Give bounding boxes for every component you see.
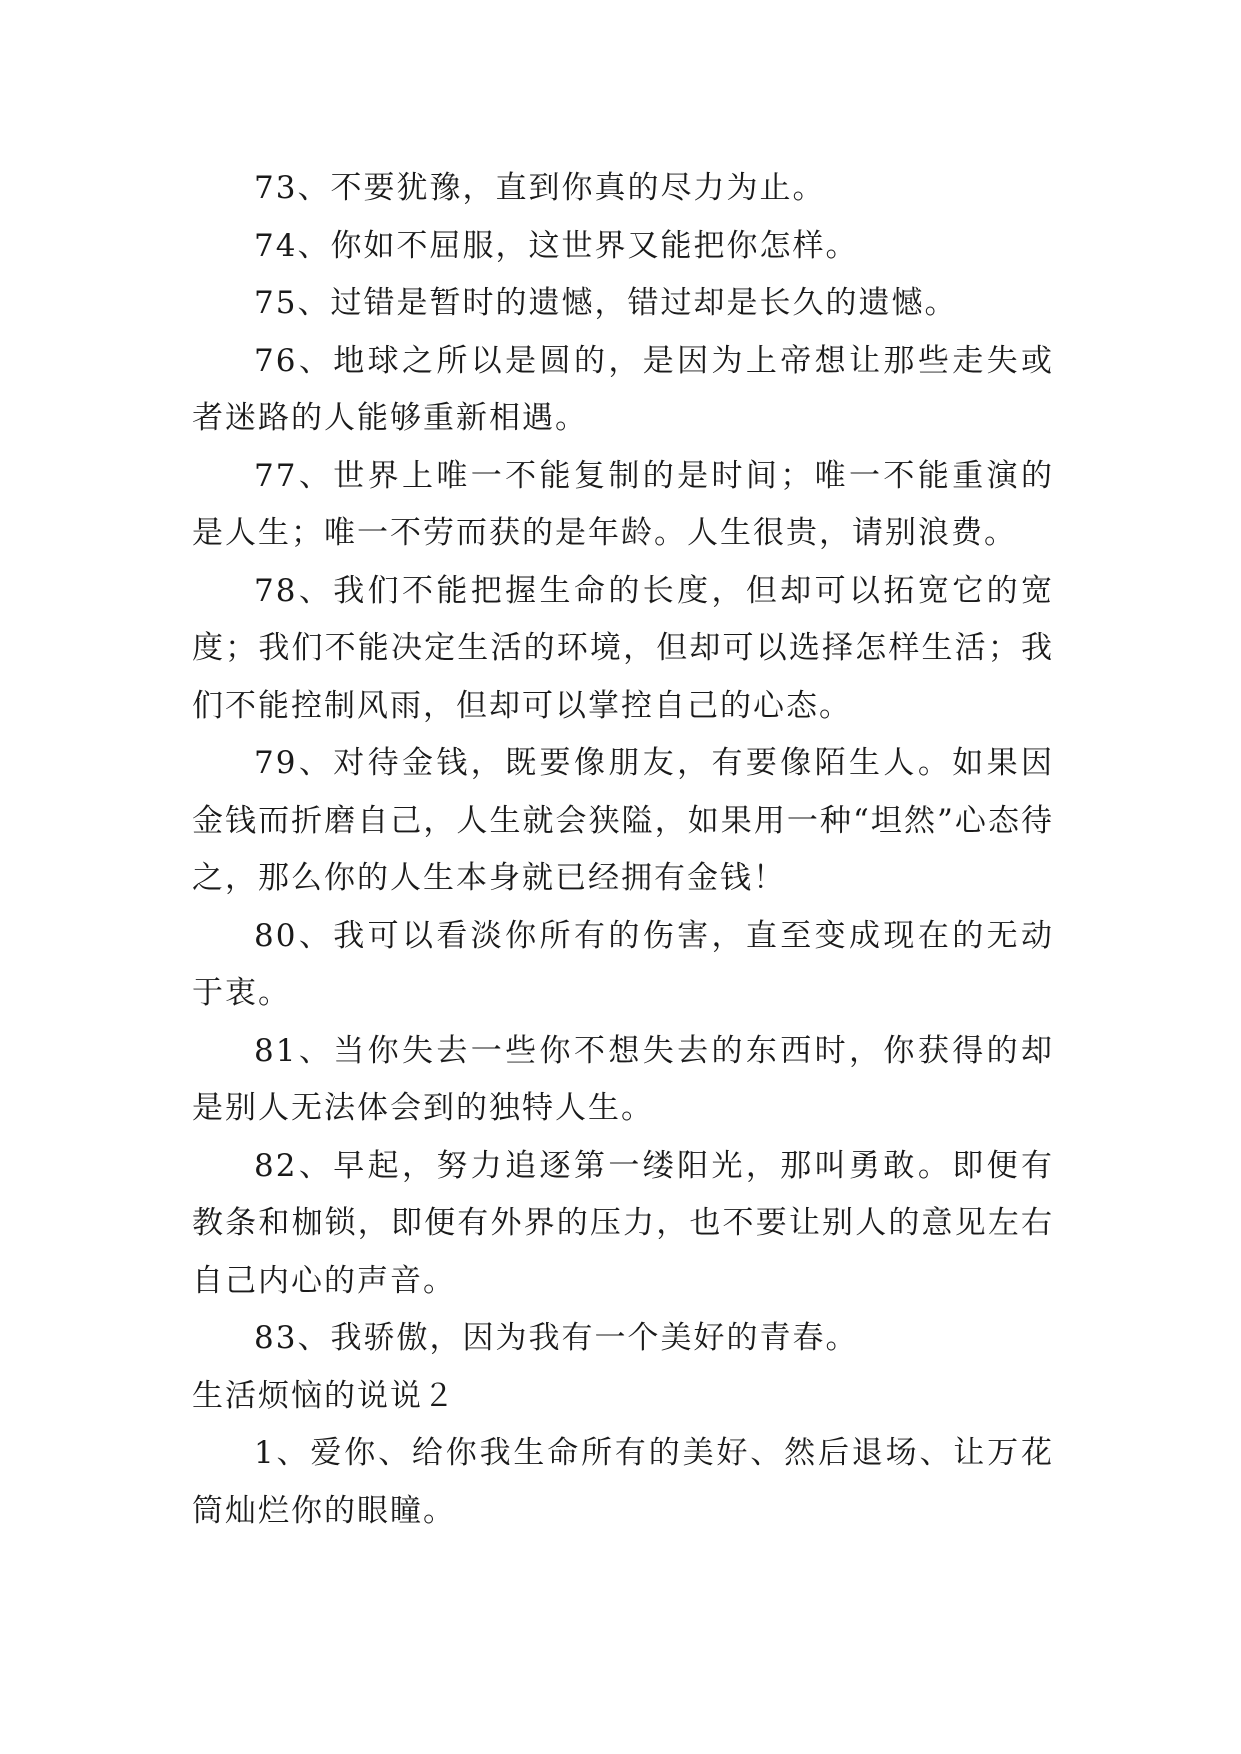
section-paragraph-1: 1、爱你、给你我生命所有的美好、然后退场、让万花筒灿烂你的眼瞳。 — [192, 1435, 1054, 1529]
paragraph-73: 73、不要犹豫，直到你真的尽力为止。 — [254, 170, 826, 206]
paragraph-82: 82、早起，努力追逐第一缕阳光，那叫勇敢。即便有教条和枷锁，即便有外界的压力，也不要让别人的意见左右自己内心的声音。 — [192, 1147, 1054, 1299]
paragraph-83: 83、我骄傲，因为我有一个美好的青春。 — [254, 1320, 859, 1356]
paragraph-76: 76、地球之所以是圆的，是因为上帝想让那些走失或者迷路的人能够重新相遇。 — [192, 342, 1054, 436]
paragraph-74: 74、你如不屈服，这世界又能把你怎样。 — [254, 227, 859, 264]
paragraph-80: 80、我可以看淡你所有的伤害，直至变成现在的无动于衷。 — [192, 917, 1054, 1011]
paragraph-79: 79、对待金钱，既要像朋友，有要像陌生人。如果因金钱而折磨自己，人生就会狭隘，如果用一种“坦然”心态待之，那么你的人生本身就已经拥有金钱！ — [192, 745, 1054, 896]
paragraph-78: 78、我们不能把握生命的长度，但却可以拓宽它的宽度；我们不能决定生活的环境，但却可以选择怎样生活；我们不能控制风雨，但却可以掌控自己的心态。 — [192, 572, 1054, 724]
paragraph-81: 81、当你失去一些你不想失去的东西时，你获得的却是别人无法体会到的独特人生。 — [192, 1032, 1054, 1126]
paragraph-77: 77、世界上唯一不能复制的是时间；唯一不能重演的是人生；唯一不劳而获的是年龄。人生很贵，请别浪费。 — [192, 457, 1054, 551]
paragraph-75: 75、过错是暂时的遗憾，错过却是长久的遗憾。 — [254, 285, 958, 321]
section-heading: 生活烦恼的说说２ — [192, 1377, 456, 1414]
document-body — [192, 160, 1054, 1540]
